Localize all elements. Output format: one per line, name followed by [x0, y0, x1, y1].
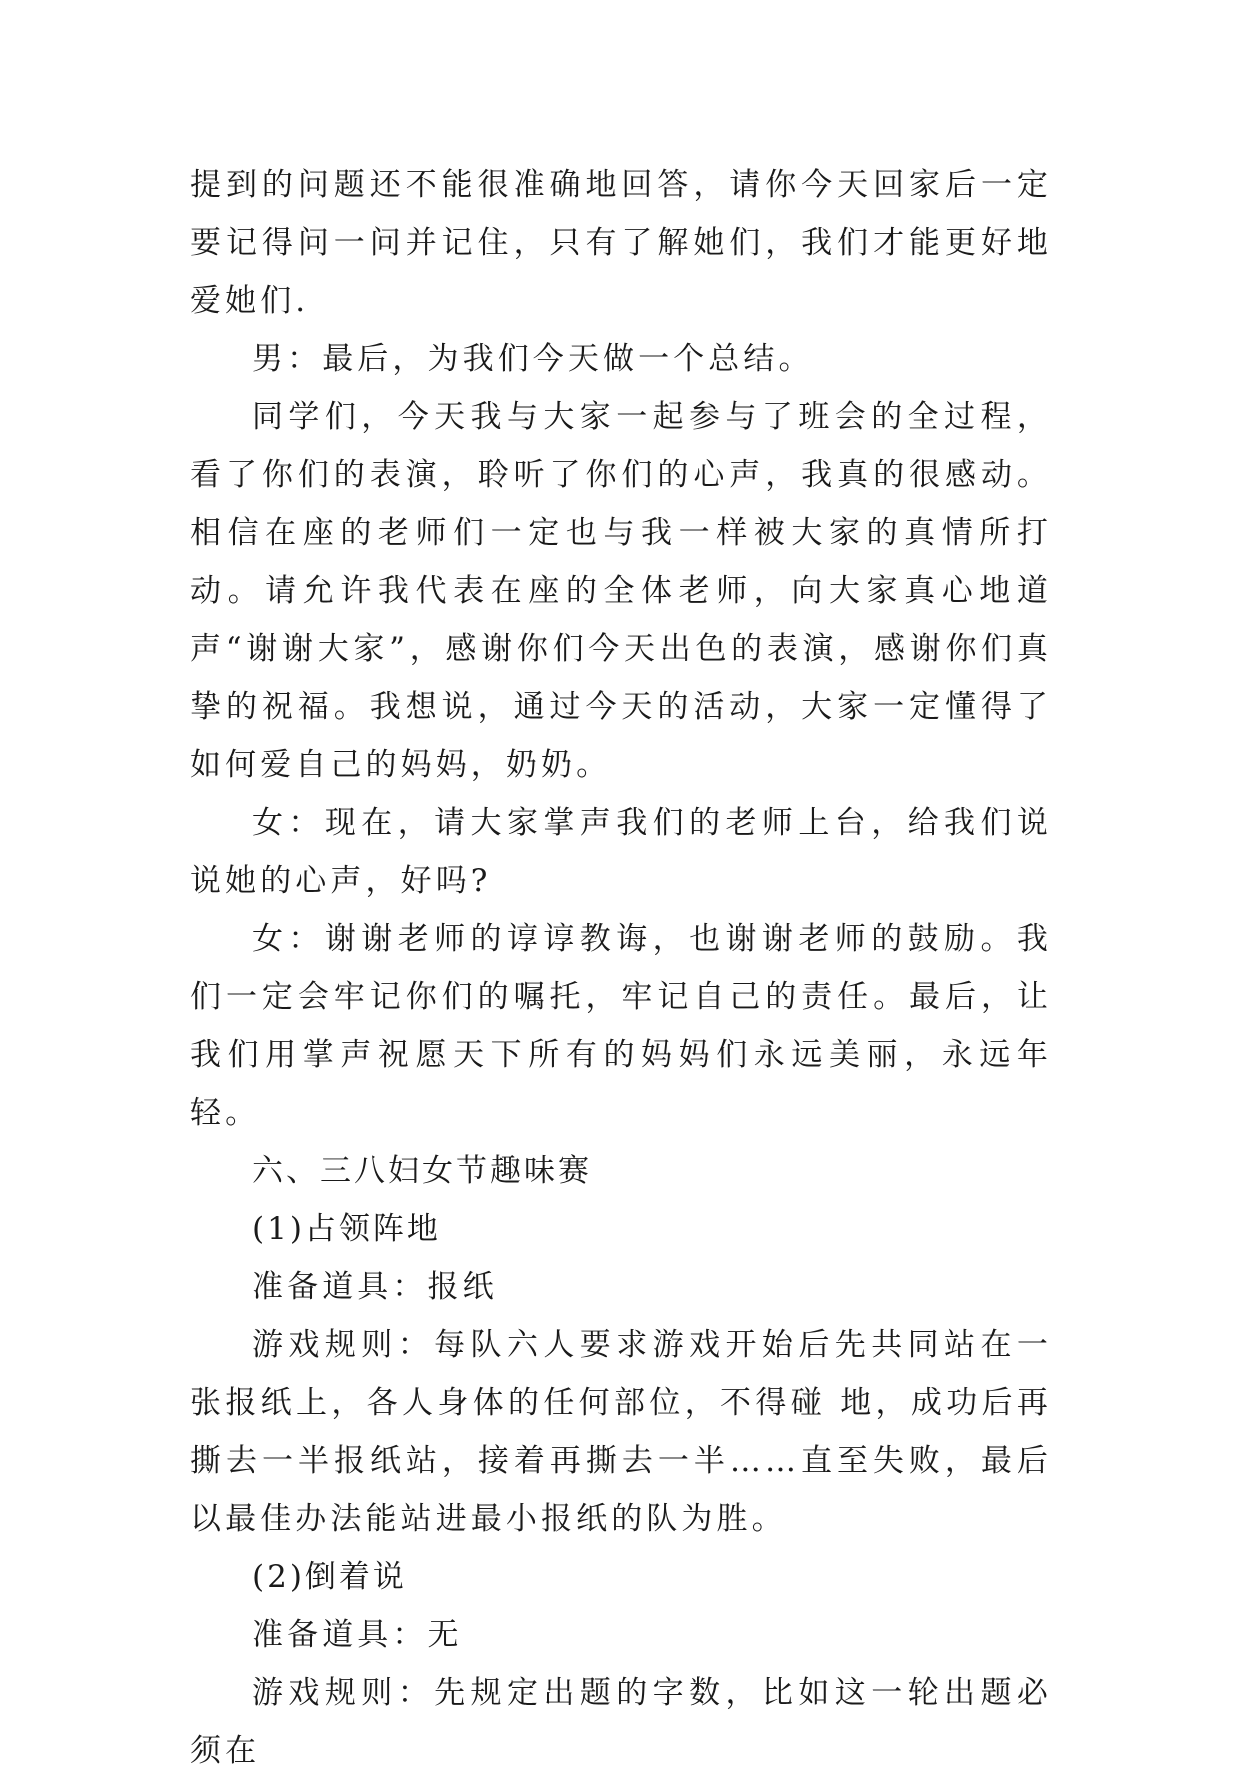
game-rules-1: 游戏规则：每队六人要求游戏开始后先共同站在一张报纸上，各人身体的任何部位，不得碰 地，成功后再撕去一半报纸站，接着再撕去一半……直至失败，最后以最佳办法能站进最小报纸的队为胜。 — [190, 1327, 1052, 1537]
body-text — [190, 156, 1052, 1780]
game-props-1: 准备道具：报纸 — [252, 1269, 498, 1305]
paragraph-female-thanks: 女：谢谢老师的谆谆教诲，也谢谢老师的鼓励。我们一定会牢记你们的嘱托，牢记自己的责任。最后，让我们用掌声祝愿天下所有的妈妈们永远美丽，永远年轻。 — [190, 921, 1052, 1131]
paragraph-male-summary: 男：最后，为我们今天做一个总结。 — [252, 341, 814, 377]
paragraph-female-invite: 女：现在，请大家掌声我们的老师上台，给我们说说她的心声，好吗? — [190, 805, 1052, 899]
paragraph-teacher-speech: 同学们，今天我与大家一起参与了班会的全过程，看了你们的表演，聆听了你们的心声，我真的很感动。相信在座的老师们一定也与我一样被大家的真情所打动。请允许我代表在座的全体老师，向大家真心地道声“谢谢大家”，感谢你们今天出色的表演，感谢你们真挚的祝福。我想说，通过今天的活动，大家一定懂得了如何爱自己的妈妈，奶奶。 — [190, 399, 1052, 783]
section-heading: 六、三八妇女节趣味赛 — [252, 1153, 592, 1189]
game-title-2: (2)倒着说 — [252, 1559, 407, 1595]
paragraph-continuation: 提到的问题还不能很准确地回答，请你今天回家后一定要记得问一问并记住，只有了解她们，我们才能更好地爱她们. — [190, 167, 1052, 319]
game-rules-2: 游戏规则：先规定出题的字数，比如这一轮出题必须在 — [190, 1675, 1052, 1769]
game-title-1: (1)占领阵地 — [252, 1211, 441, 1247]
game-props-2: 准备道具：无 — [252, 1617, 463, 1653]
